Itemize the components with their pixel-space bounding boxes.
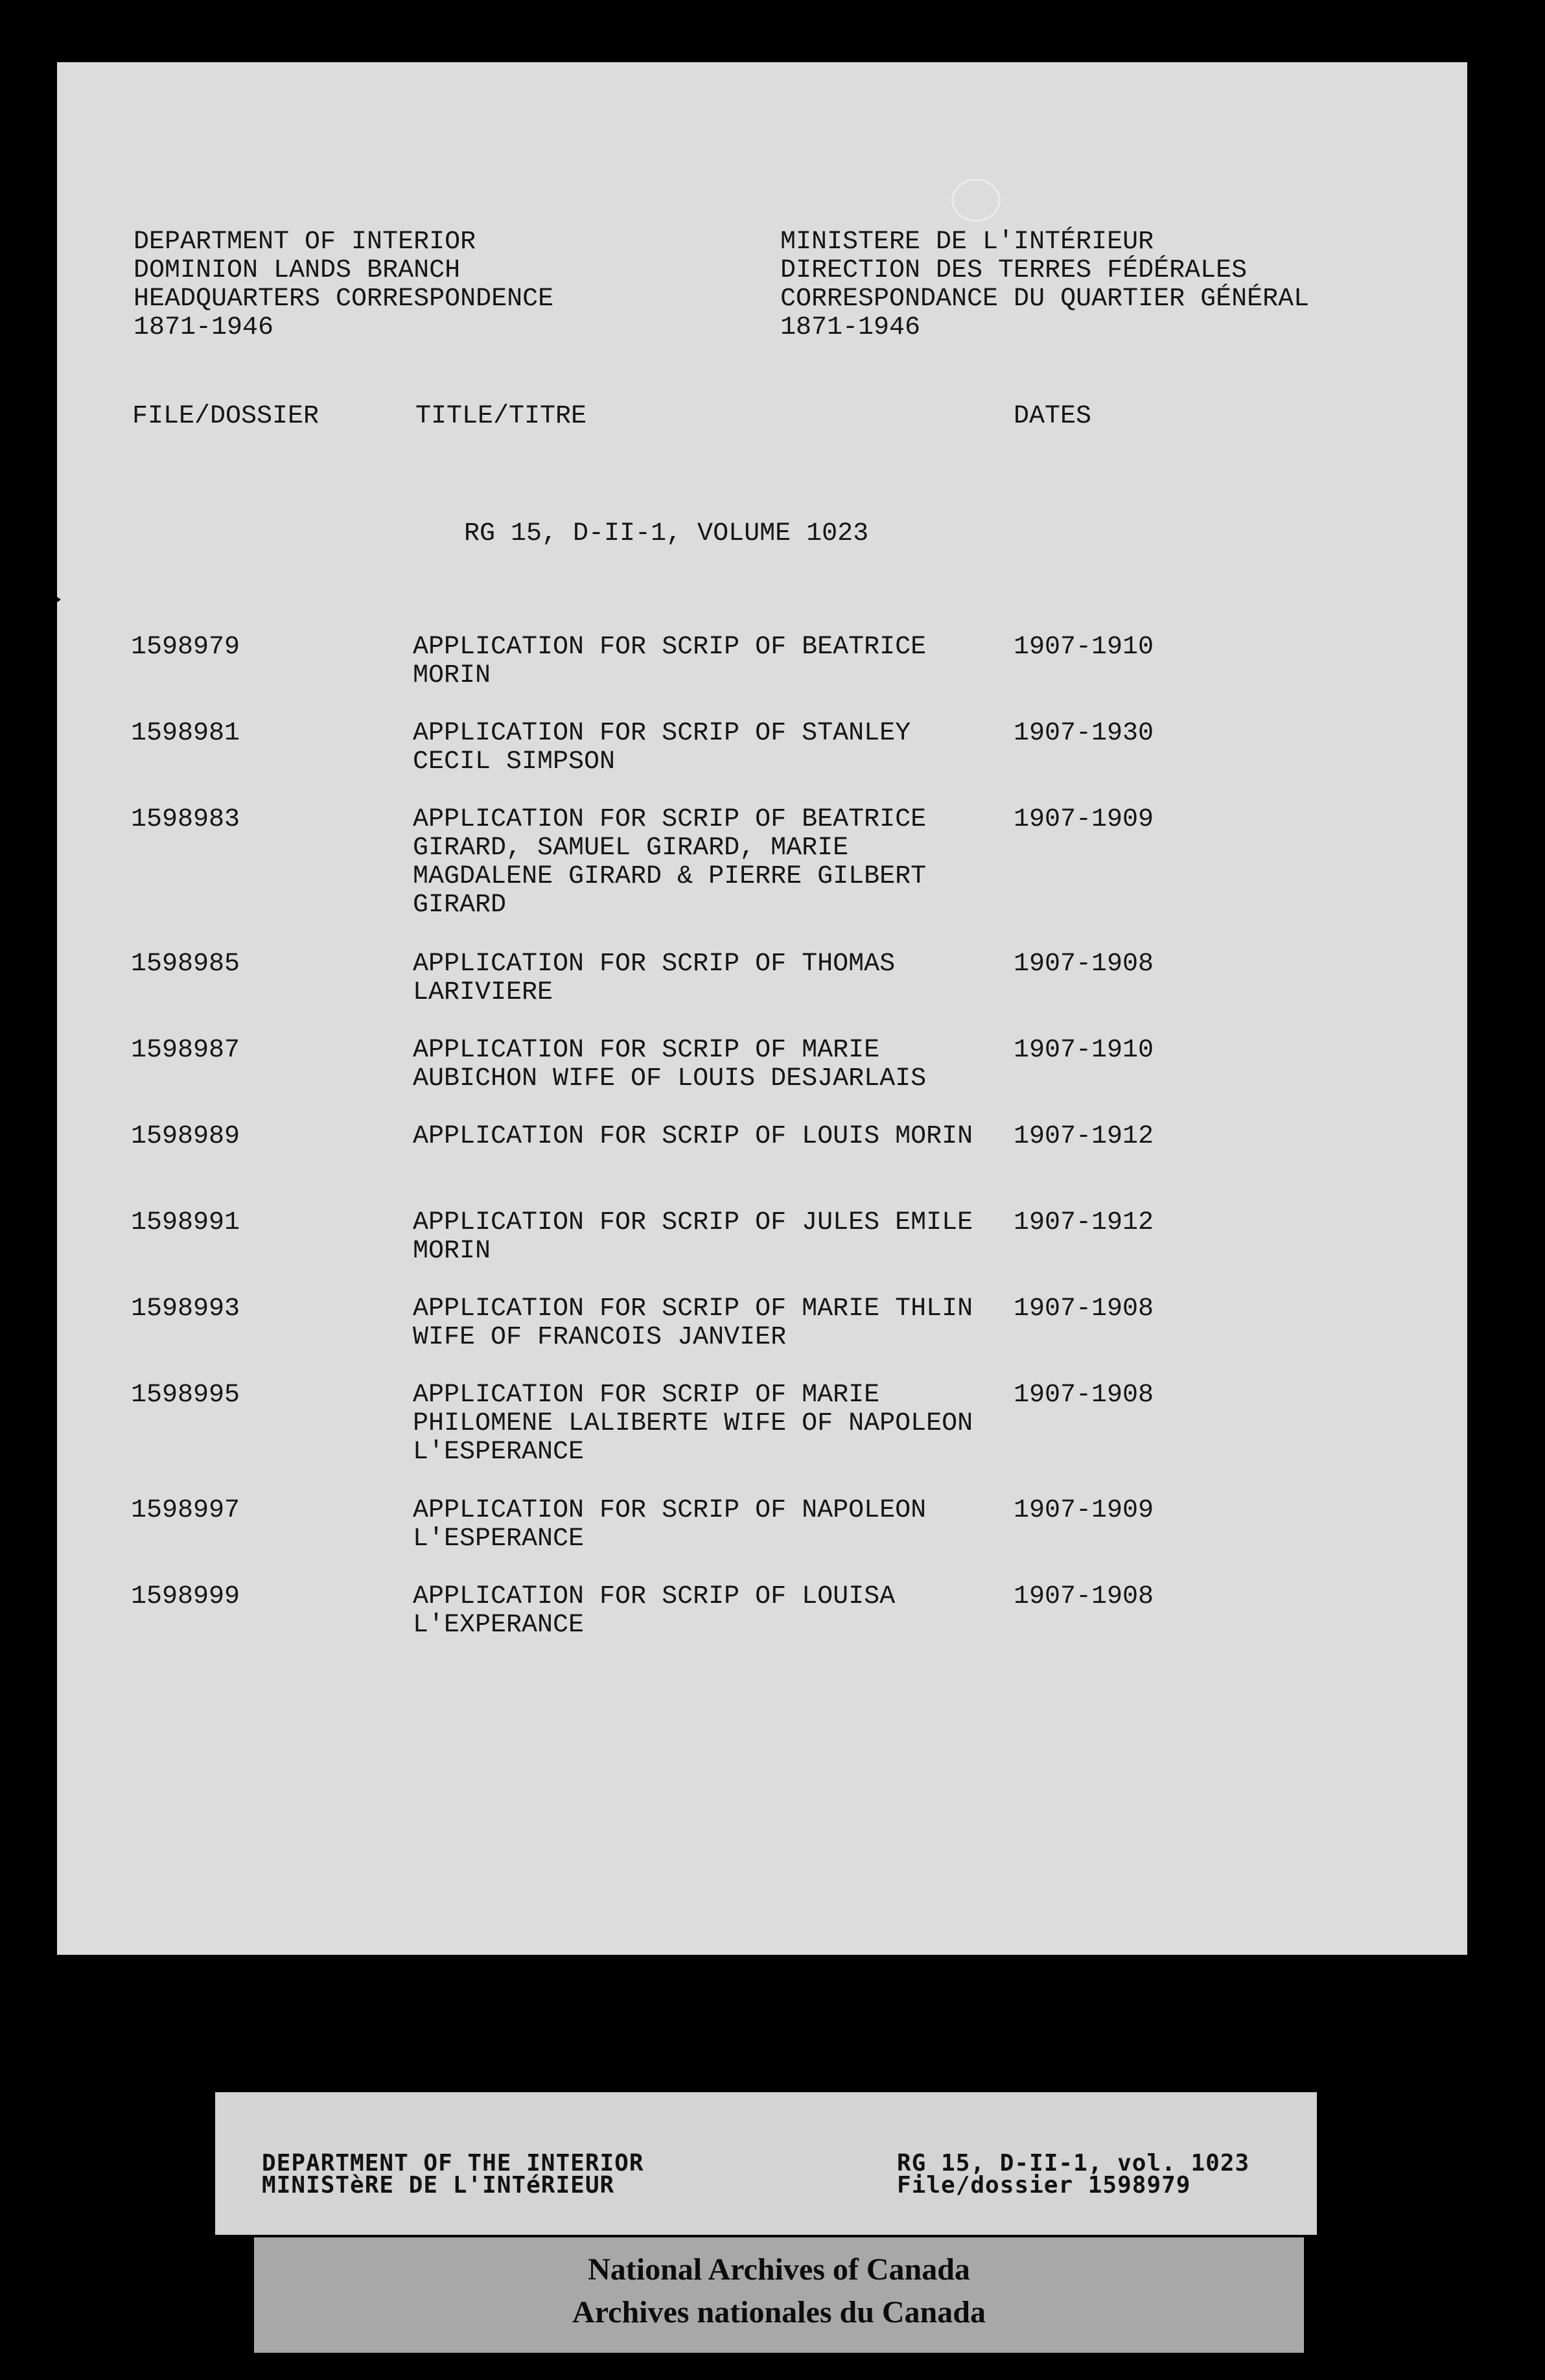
scan-artifact bbox=[951, 179, 1001, 222]
file-entry bbox=[131, 1497, 1233, 1555]
file-entry bbox=[131, 633, 1233, 692]
header-english-line: 1871-1946 bbox=[134, 313, 274, 342]
entry-file-number: 1598981 bbox=[131, 719, 240, 748]
entry-file-number: 1598979 bbox=[131, 633, 240, 662]
entry-file-number: 1598999 bbox=[131, 1582, 240, 1611]
selection-arrow-icon bbox=[0, 557, 61, 642]
header-english-line: DOMINION LANDS BRANCH bbox=[134, 256, 461, 285]
entry-title: APPLICATION FOR SCRIP OF LOUISA L'EXPERANCE bbox=[413, 1582, 896, 1640]
entry-dates: 1907-1910 bbox=[1014, 633, 1154, 662]
entry-dates: 1907-1908 bbox=[1014, 950, 1154, 979]
entry-file-number: 1598987 bbox=[131, 1036, 240, 1065]
entry-dates: 1907-1908 bbox=[1014, 1381, 1154, 1410]
header-french bbox=[780, 228, 1309, 342]
entry-title: APPLICATION FOR SCRIP OF BEATRICE GIRARD, SAMUEL GIRARD, MARIE MAGDALENE GIRARD & PIERRE GILBERT GIRARD bbox=[413, 805, 927, 920]
file-entry bbox=[131, 1583, 1233, 1641]
entry-title: APPLICATION FOR SCRIP OF MARIE THLIN WIFE OF FRANCOIS JANVIER bbox=[413, 1294, 973, 1352]
archives-name-fr: Archives nationales du Canada bbox=[572, 2295, 986, 2329]
entry-title: APPLICATION FOR SCRIP OF JULES EMILE MORIN bbox=[413, 1208, 973, 1266]
file-entry bbox=[131, 1295, 1233, 1353]
entry-title: APPLICATION FOR SCRIP OF MARIE PHILOMENE LALIBERTE WIFE OF NAPOLEON L'ESPERANCE bbox=[413, 1381, 973, 1467]
entry-dates: 1907-1908 bbox=[1014, 1294, 1154, 1324]
entry-file-number: 1598989 bbox=[131, 1122, 240, 1151]
microfilm-label bbox=[215, 2092, 1317, 2235]
label-file: File/dossier 1598979 bbox=[897, 2172, 1191, 2199]
file-entry bbox=[131, 806, 1233, 922]
entry-file-number: 1598993 bbox=[131, 1294, 240, 1324]
entry-title: APPLICATION FOR SCRIP OF MARIE AUBICHON WIFE OF LOUIS DESJARLAIS bbox=[413, 1036, 927, 1093]
header-french-line: CORRESPONDANCE DU QUARTIER GÉNÉRAL bbox=[780, 285, 1310, 314]
column-header-title: TITLE/TITRE bbox=[415, 402, 587, 431]
header-english-line: DEPARTMENT OF INTERIOR bbox=[134, 228, 476, 257]
entry-title: APPLICATION FOR SCRIP OF BEATRICE MORIN bbox=[413, 633, 927, 690]
file-entry bbox=[131, 1036, 1233, 1095]
label-department-en: DEPARTMENT OF THE INTERIOR bbox=[262, 2150, 644, 2176]
header-english-line: HEADQUARTERS CORRESPONDENCE bbox=[134, 285, 554, 314]
header-french-line: DIRECTION DES TERRES FÉDÉRALES bbox=[780, 256, 1248, 285]
entry-file-number: 1598985 bbox=[131, 950, 240, 979]
file-entry bbox=[131, 1209, 1233, 1267]
entry-dates: 1907-1909 bbox=[1014, 805, 1154, 834]
entry-title: APPLICATION FOR SCRIP OF THOMAS LARIVIERE bbox=[413, 950, 896, 1007]
header-french-line: 1871-1946 bbox=[780, 313, 921, 342]
entry-dates: 1907-1910 bbox=[1014, 1036, 1154, 1065]
archives-name-en: National Archives of Canada bbox=[588, 2252, 970, 2287]
document-page bbox=[57, 62, 1467, 1955]
entry-dates: 1907-1908 bbox=[1014, 1582, 1154, 1611]
entry-title: APPLICATION FOR SCRIP OF NAPOLEON L'ESPERANCE bbox=[413, 1496, 927, 1554]
entry-title: APPLICATION FOR SCRIP OF STANLEY CECIL SIMPSON bbox=[413, 719, 911, 776]
file-entry bbox=[131, 719, 1233, 778]
entry-file-number: 1598997 bbox=[131, 1496, 240, 1525]
file-entry bbox=[131, 1123, 1233, 1181]
archives-label bbox=[254, 2237, 1304, 2353]
label-volume: RG 15, D-II-1, vol. 1023 bbox=[897, 2150, 1250, 2176]
column-header-dates: DATES bbox=[1014, 402, 1092, 431]
series-reference: RG 15, D-II-1, VOLUME 1023 bbox=[464, 519, 869, 548]
column-header-file: FILE/DOSSIER bbox=[132, 402, 319, 431]
entry-dates: 1907-1912 bbox=[1014, 1122, 1154, 1151]
file-entry bbox=[131, 950, 1233, 1009]
entry-title: APPLICATION FOR SCRIP OF LOUIS MORIN bbox=[413, 1122, 973, 1151]
entry-dates: 1907-1909 bbox=[1014, 1496, 1154, 1525]
entry-dates: 1907-1930 bbox=[1014, 719, 1154, 748]
entry-file-number: 1598995 bbox=[131, 1381, 240, 1410]
header-english bbox=[134, 228, 553, 342]
file-entry bbox=[131, 1381, 1233, 1469]
label-department-fr: MINISTèRE DE L'INTéRIEUR bbox=[262, 2172, 615, 2199]
entry-file-number: 1598991 bbox=[131, 1208, 240, 1237]
entry-dates: 1907-1912 bbox=[1014, 1208, 1154, 1237]
header-french-line: MINISTERE DE L'INTÉRIEUR bbox=[780, 228, 1154, 257]
entry-file-number: 1598983 bbox=[131, 805, 240, 834]
